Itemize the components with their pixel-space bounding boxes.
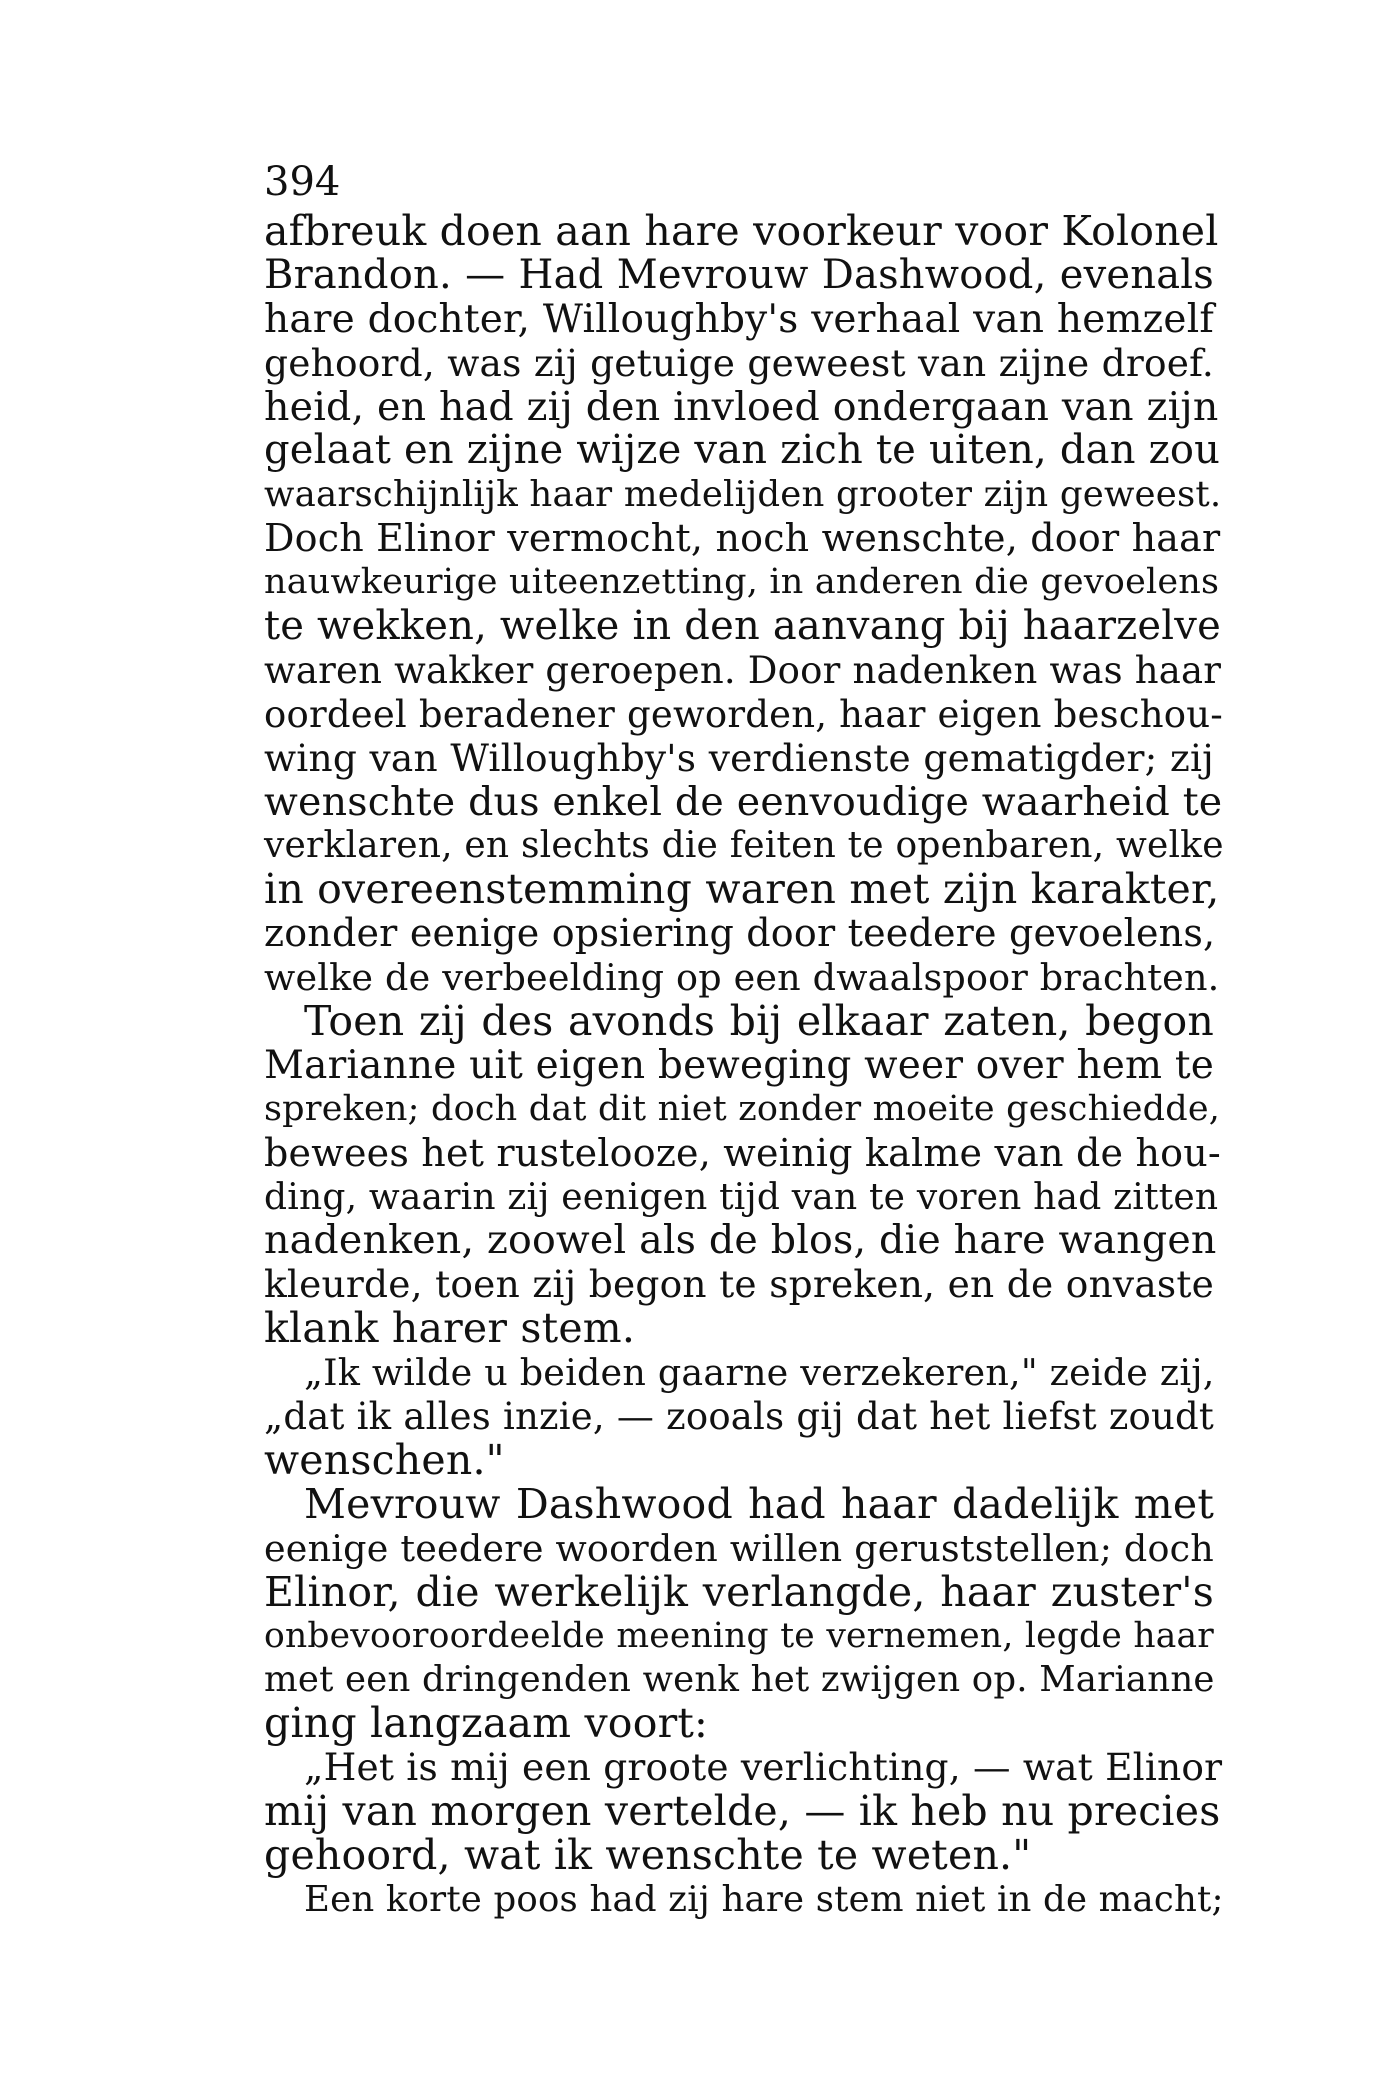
text-line-9: nauwkeurige uiteenzetting, in anderen die gevoelens xyxy=(264,562,1220,603)
text-line-24: nadenken, zoowel als de blos, die hare wangen xyxy=(264,1217,1217,1264)
text-line-30: Mevrouw Dashwood had haar dadelijk met xyxy=(304,1479,1214,1528)
text-line-39: Een korte poos had zij hare stem niet in de macht; xyxy=(304,1878,1224,1920)
text-line-1: afbreuk doen aan hare voorkeur voor Kolonel xyxy=(264,207,1219,255)
text-line-7: waarschijnlijk haar medelijden grooter zijn geweest. xyxy=(264,474,1222,516)
text-line-19: Toen zij des avonds bij elkaar zaten, begon xyxy=(304,997,1214,1046)
book-page xyxy=(264,159,1224,1922)
text-line-15: verklaren, en slechts die feiten te openbaren, welke xyxy=(264,825,1224,867)
text-line-22: bewees het rustelooze, weinig kalme van de hou- xyxy=(264,1130,1221,1175)
text-line-38: gehoord, wat ik wenschte te weten." xyxy=(264,1830,1032,1879)
text-line-26: klank harer stem. xyxy=(264,1304,636,1353)
page-number: 394 xyxy=(264,159,341,205)
text-line-25: kleurde, toen zij begon te spreken, en de onvaste xyxy=(264,1262,1214,1307)
text-line-20: Marianne uit eigen beweging weer over hem te xyxy=(264,1042,1214,1088)
text-line-31: eenige teedere woorden willen geruststellen; doch xyxy=(264,1526,1214,1570)
text-line-16: in overeenstemming waren met zijn karakter, xyxy=(264,865,1220,914)
text-line-33: onbevooroordeelde meening te vernemen, legde haar xyxy=(264,1615,1214,1656)
text-line-2: Brandon. — Had Mevrouw Dashwood, evenals xyxy=(264,251,1214,298)
text-line-10: te wekken, welke in den aanvang bij haarzelve xyxy=(264,603,1221,650)
text-line-12: oordeel beradener geworden, haar eigen beschou- xyxy=(264,692,1223,736)
text-line-8: Doch Elinor vermocht, noch wenschte, door haar xyxy=(264,516,1221,561)
text-line-11: waren wakker geroepen. Door nadenken was haar xyxy=(264,648,1222,692)
text-line-29: wenschen." xyxy=(264,1435,505,1484)
text-line-37: mij van morgen vertelde, — ik heb nu precies xyxy=(264,1787,1221,1836)
text-line-21: spreken; doch dat dit niet zonder moeite geschiedde, xyxy=(264,1088,1221,1129)
text-line-35: ging langzaam voort: xyxy=(264,1699,709,1748)
text-line-23: ding, waarin zij eenigen tijd van te voren had zitten xyxy=(264,1176,1219,1218)
text-line-6: gelaat en zijne wijze van zich te uiten, dan zou xyxy=(264,427,1221,474)
text-line-34: met een dringenden wenk het zwijgen op. Marianne xyxy=(264,1659,1215,1701)
text-line-28: „dat ik alles inzie, — zooals gij dat het liefst zoudt xyxy=(264,1395,1214,1439)
text-line-13: wing van Willoughby's verdienste gematigder; zij xyxy=(264,735,1214,780)
text-line-17: zonder eenige opsiering door teedere gevoelens, xyxy=(264,911,1216,956)
text-line-27: „Ik wilde u beiden gaarne verzekeren," zeide zij, xyxy=(304,1351,1215,1395)
text-line-18: welke de verbeelding op een dwaalspoor brachten. xyxy=(264,956,1220,1000)
text-line-32: Elinor, die werkelijk verlangde, haar zuster's xyxy=(264,1567,1214,1616)
text-line-36: „Het is mij een groote verlichting, — wat Elinor xyxy=(304,1745,1223,1790)
text-line-5: heid, en had zij den invloed ondergaan van zijn xyxy=(264,383,1219,430)
text-line-3: hare dochter, Willoughby's verhaal van hemzelf xyxy=(264,296,1214,342)
text-line-4: gehoord, was zij getuige geweest van zijne droef. xyxy=(264,340,1214,385)
text-line-14: wenschte dus enkel de eenvoudige waarheid te xyxy=(264,778,1223,825)
